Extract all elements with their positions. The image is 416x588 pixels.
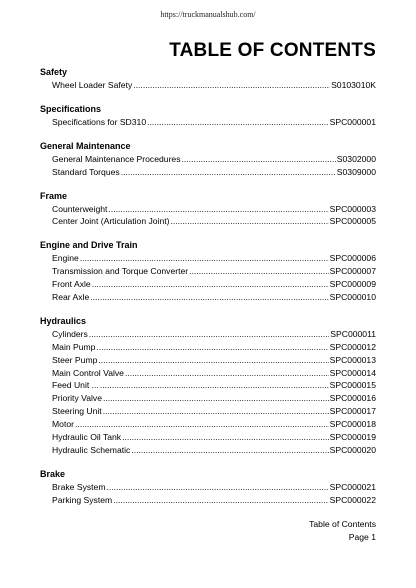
entry-title: Main Pump	[52, 341, 96, 352]
toc-section	[40, 190, 376, 229]
toc-section	[40, 239, 376, 304]
entry-code: SPC000019	[329, 432, 376, 443]
toc-entry[interactable]	[40, 203, 376, 216]
dot-leader	[171, 215, 329, 228]
toc-entry[interactable]	[40, 265, 376, 278]
toc-section	[40, 66, 376, 92]
entry-title: Front Axle	[52, 279, 91, 290]
entry-code: SPC000021	[329, 481, 376, 492]
dot-leader	[107, 481, 329, 494]
dot-leader	[182, 153, 336, 166]
entry-title: Hydraulic Schematic	[52, 444, 131, 455]
entry-title: Standard Torques	[52, 166, 120, 177]
dot-leader	[113, 494, 328, 507]
toc-entry[interactable]	[40, 278, 376, 291]
dot-leader	[147, 116, 329, 129]
entry-code: SPC000007	[329, 266, 376, 277]
dot-leader	[122, 431, 329, 444]
dot-leader	[103, 405, 329, 418]
toc-entry[interactable]	[40, 79, 376, 92]
toc-section	[40, 103, 376, 129]
toc-section	[40, 140, 376, 179]
section-heading: Specifications	[40, 103, 102, 114]
entry-code: SPC000006	[329, 253, 376, 264]
entry-code: SPC000020	[329, 444, 376, 455]
entry-code: S0309000	[336, 166, 376, 177]
entry-code: SPC000015	[329, 380, 376, 391]
entry-code: SPC000010	[329, 292, 376, 303]
toc-entry[interactable]	[40, 392, 376, 405]
toc-entry[interactable]	[40, 252, 376, 265]
entry-code: SPC000003	[329, 203, 376, 214]
entry-title: Wheel Loader Safety	[52, 80, 133, 90]
entry-code: SPC000022	[329, 494, 376, 505]
footer-label: Table of Contents	[309, 519, 376, 529]
entry-title: Steering Unit	[52, 406, 102, 417]
entry-code: SPC000005	[329, 216, 376, 227]
entry-title: Main Control Valve	[52, 367, 124, 378]
section-heading: Engine and Drive Train	[40, 240, 138, 251]
entry-title: Cylinders	[52, 328, 88, 339]
dot-leader	[189, 265, 329, 278]
dot-leader	[89, 328, 329, 341]
dot-leader	[90, 291, 328, 304]
dot-leader	[92, 278, 329, 291]
dot-leader	[103, 392, 329, 405]
section-heading: General Maintenance	[40, 140, 131, 151]
entry-title: Transmission and Torque Converter	[52, 266, 189, 277]
toc-entry[interactable]	[40, 379, 376, 392]
dot-leader	[125, 367, 329, 380]
toc-entry[interactable]	[40, 354, 376, 367]
section-heading: Hydraulics	[40, 315, 87, 326]
section-heading: Frame	[40, 190, 68, 201]
entry-title: Center Joint (Articulation Joint)	[52, 216, 170, 227]
entry-title: Parking System	[52, 494, 113, 505]
entry-title: Specifications for SD310	[52, 116, 147, 127]
dot-leader	[100, 379, 329, 392]
dot-leader	[121, 166, 336, 179]
entry-title: Rear Axle	[52, 292, 90, 303]
toc-entry[interactable]	[40, 328, 376, 341]
page-footer	[309, 518, 376, 544]
toc-entry[interactable]	[40, 116, 376, 129]
entry-code: SPC000012	[329, 341, 376, 352]
entry-title: Engine	[52, 253, 79, 264]
section-heading: Safety	[40, 67, 68, 77]
toc-entry[interactable]	[40, 215, 376, 228]
table-of-contents	[40, 66, 376, 518]
entry-code: S0103010K	[331, 80, 376, 90]
entry-title: Brake System	[52, 481, 106, 492]
toc-entry[interactable]	[40, 153, 376, 166]
entry-code: SPC000014	[329, 367, 376, 378]
entry-code: SPC000011	[330, 328, 376, 339]
entry-title: Hydraulic Oil Tank	[52, 432, 122, 443]
source-url[interactable]: https://truckmanualshub.com/	[160, 10, 256, 19]
toc-entry[interactable]	[40, 481, 376, 494]
dot-leader	[96, 341, 328, 354]
dot-leader	[131, 444, 328, 457]
toc-entry[interactable]	[40, 405, 376, 418]
page-number: Page 1	[348, 532, 376, 542]
entry-code: SPC000001	[329, 116, 376, 127]
toc-entry[interactable]	[40, 444, 376, 457]
entry-title: Steer Pump	[52, 354, 98, 365]
entry-code: SPC000013	[329, 354, 376, 365]
toc-section	[40, 315, 376, 457]
entry-code: SPC000016	[329, 393, 376, 404]
entry-code: S0302000	[336, 153, 376, 164]
entry-title: General Maintenance Procedures	[52, 153, 181, 164]
entry-title: Feed Unit ...	[52, 380, 99, 391]
entry-code: SPC000017	[329, 406, 376, 417]
dot-leader	[108, 203, 328, 216]
toc-entry[interactable]	[40, 291, 376, 304]
toc-entry[interactable]	[40, 341, 376, 354]
entry-title: Counterweight	[52, 203, 108, 214]
section-heading: Brake	[40, 468, 66, 479]
dot-leader	[80, 252, 329, 265]
dot-leader	[133, 79, 330, 92]
page-title: TABLE OF CONTENTS	[169, 40, 376, 61]
entry-code: SPC000018	[329, 419, 376, 430]
toc-entry[interactable]	[40, 367, 376, 380]
dot-leader	[98, 354, 328, 367]
entry-code: SPC000009	[329, 279, 376, 290]
entry-title: Motor	[52, 419, 74, 430]
toc-entry[interactable]	[40, 166, 376, 179]
toc-entry[interactable]	[40, 431, 376, 444]
toc-entry[interactable]	[40, 418, 376, 431]
entry-title: Priority Valve	[52, 393, 102, 404]
toc-section	[40, 468, 376, 507]
dot-leader	[75, 418, 329, 431]
toc-entry[interactable]	[40, 494, 376, 507]
